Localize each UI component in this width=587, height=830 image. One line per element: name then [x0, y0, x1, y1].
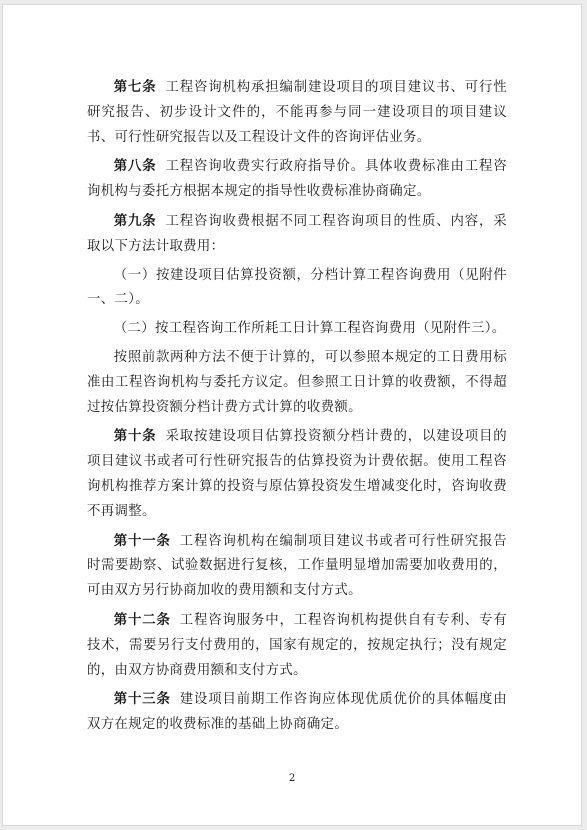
article-text: 采取按建设项目估算投资额分档计费的，以建设项目的项目建议书或者可行性研究报告的估算投资为计费依据。使用工程咨询机构推荐方案计算的投资与原估算投资发生增减变化时，咨询收费不再调整。: [87, 429, 507, 519]
article-8: [87, 154, 507, 205]
article-text: 工程咨询服务中，工程咨询机构提供自有专利、专有技术，需要另行支付费用的，国家有规定的，按规定执行；没有规定的，由双方协商费用额和支付方式。: [87, 612, 507, 678]
list-item-text: （二）按工程咨询工作所耗工日计算工程咨询费用（见附件三）。: [113, 321, 506, 337]
article-number: 第十一条: [113, 532, 171, 549]
article-text: 建设项目前期工作咨询应体现优质优价的具体幅度由双方在规定的收费标准的基础上协商确定。: [87, 692, 507, 733]
article-number: 第九条: [113, 212, 157, 229]
article-number: 第十二条: [113, 611, 171, 628]
article-number: 第八条: [113, 158, 157, 175]
article-12: [87, 608, 507, 683]
article-13: [87, 687, 507, 738]
article-number: 第七条: [113, 79, 157, 95]
page-number: 2: [288, 773, 296, 784]
article-text: 工程咨询机构承担编制建设项目的项目建议书、可行性研究报告、初步设计文件的，不能再参与同一建设项目的项目建议书、可行性研究报告以及工程设计文件的咨询评估业务。: [87, 80, 507, 145]
article-text: 工程咨询收费实行政府指导价。具体收费标准由工程咨询机构与委托方根据本规定的指导性收费标准协商确定。: [87, 159, 507, 200]
article-text: 工程咨询机构在编制项目建议书或者可行性研究报告时需要勘察、试验数据进行复核，工作量明显增加需要加收费用的，可由双方另行协商加收的费用额和支付方式。: [87, 533, 507, 599]
article-9-note: [87, 346, 507, 420]
article-11: [87, 529, 507, 604]
article-9: [87, 209, 507, 260]
article-9-item-2: [87, 317, 507, 342]
article-10: [87, 424, 507, 524]
article-number: 第十三条: [113, 691, 171, 708]
article-number: 第十条: [113, 428, 157, 445]
document-page: [2, 4, 582, 826]
list-item-text: （一）按建设项目估算投资额，分档计算工程咨询费用（见附件一、二）。: [87, 267, 507, 308]
article-text: 工程咨询收费根据不同工程咨询项目的性质、内容，采取以下方法计取费用：: [87, 213, 507, 254]
article-7: [87, 75, 507, 150]
article-9-item-1: [87, 264, 507, 314]
article-note-text: 按照前款两种方法不便于计算的，可以参照本规定的工日费用标准由工程咨询机构与委托方议定。但参照工日计算的收费额，不得超过按估算投资额分档计费方式计算的收费额。: [87, 349, 507, 415]
document-body: [87, 75, 507, 742]
